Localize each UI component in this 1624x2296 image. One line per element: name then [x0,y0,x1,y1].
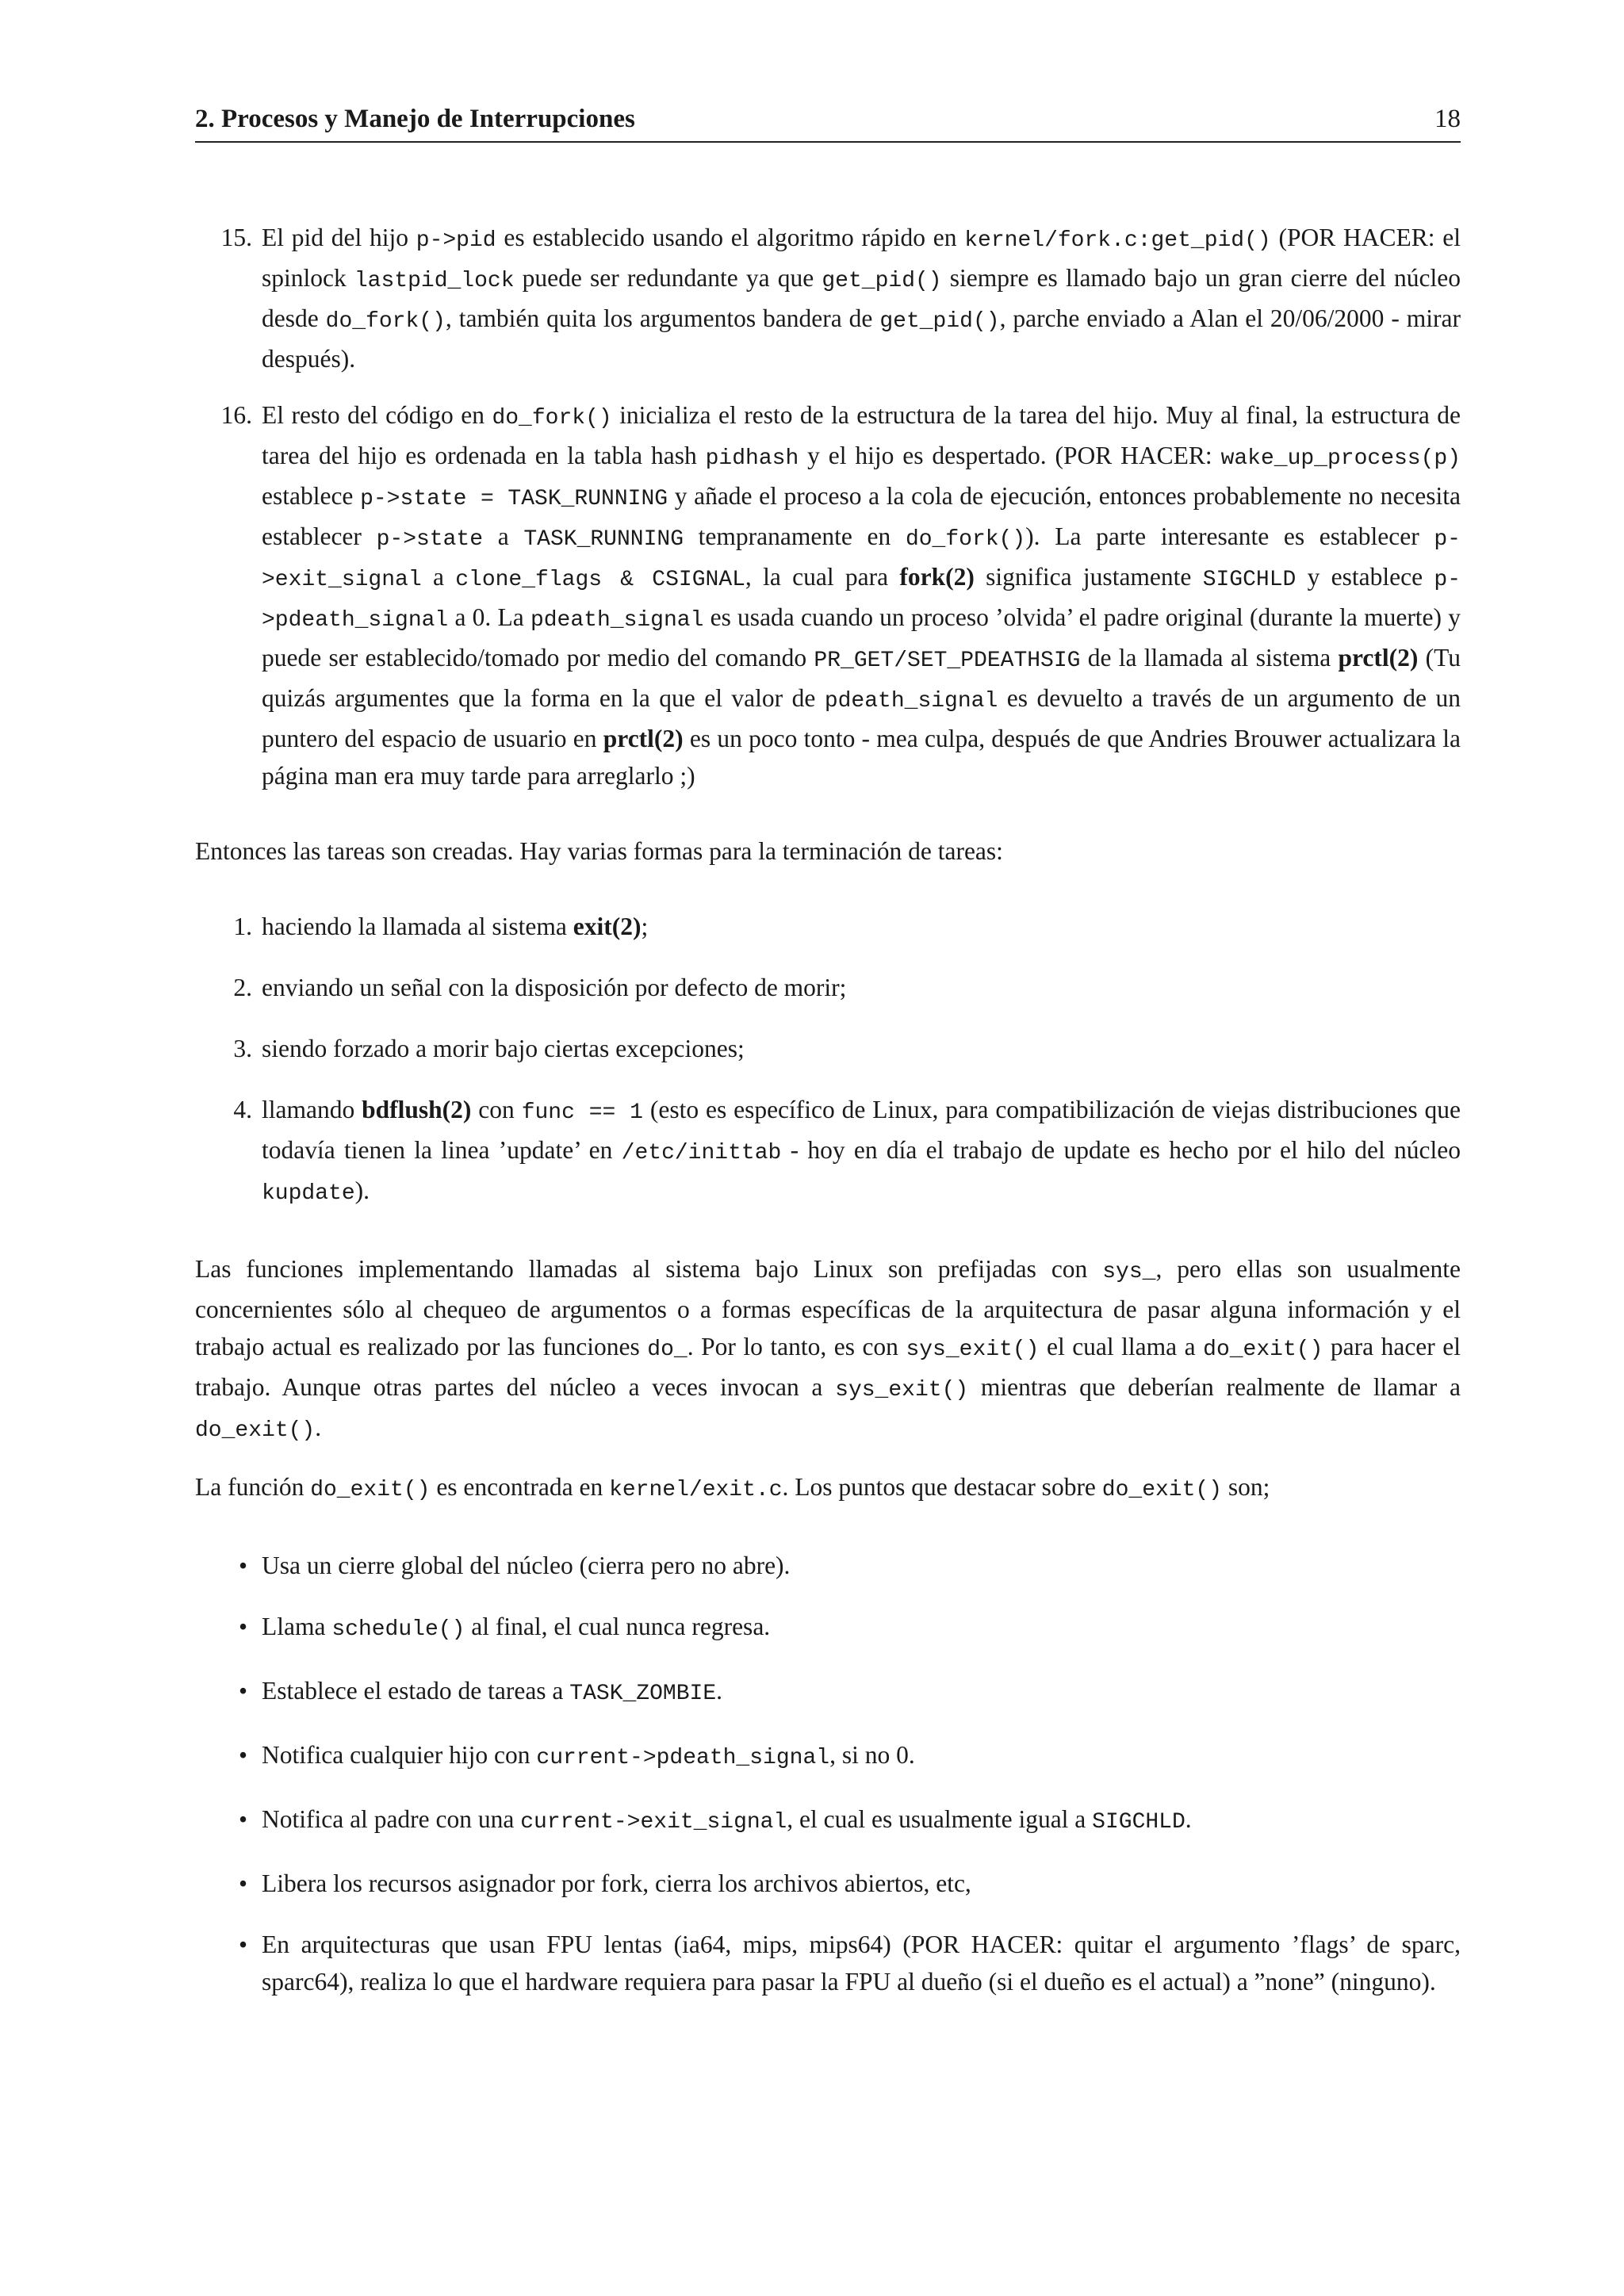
text: es establecido usando el algoritmo rápido en [496,224,965,251]
code: current->pdeath_signal [536,1746,830,1770]
code: func == 1 [521,1100,643,1125]
list-item-3 [195,1030,1461,1067]
text: es usada cuando un proceso ’olvida’ el padre original (durante la muerte) y puede ser establecido/tomado por medio del comando [262,603,1461,672]
text: , pero ellas son usualmente concernientes sólo al chequeo de argumentos o a formas específicas de la arquitectura de pasar alguna información y el trabajo actual es realizado por las funciones [195,1255,1461,1360]
page-body [195,219,1461,2000]
text: y el hijo es despertado. (POR HACER: [799,442,1221,469]
text: y establece [1296,563,1434,591]
paragraph-intro-termination: Entonces las tareas son creadas. Hay varias formas para la terminación de tareas: [195,837,1003,865]
code: p->state = TASK_RUNNING [360,487,668,511]
code: sys_exit() [835,1378,969,1402]
text: En arquitecturas que usan FPU lentas (ia64, mips, mips64) (POR HACER: quitar el argumento ’flags’ de sparc, sparc64), realiza lo que el hardware requiera para pasar la FPU al dueño (si el dueño es el actual) a ”none” (ninguno). [262,1931,1461,1996]
syscall-bold: fork(2) [899,563,975,591]
syscall-bold: bdflush(2) [362,1096,472,1123]
code: pdeath_signal [824,689,998,714]
code: get_pid() [822,269,942,293]
bullet-item [195,1926,1461,2000]
code: do_exit() [1101,1478,1223,1502]
bullet-mark: • [238,1552,247,1579]
bullet-item [195,1800,1461,1841]
code: do_fork() [492,406,612,430]
text: (Tu quizás argumentes que la forma en la que el valor de [262,644,1461,712]
text: Las funciones implementando llamadas al sistema bajo Linux son prefijadas con [195,1255,1103,1283]
bullet-item [195,1865,1461,1902]
code: current->exit_signal [520,1810,787,1835]
text: , el cual es usualmente igual a [787,1805,1093,1833]
text: y añade el proceso a la cola de ejecución, entonces probablemente no necesita establecer [262,482,1461,550]
text: . [315,1414,322,1441]
text: , si no 0. [829,1741,915,1769]
code: sys_exit() [906,1337,1040,1362]
paragraph-do-exit [195,1468,1461,1509]
code: /etc/inittab [621,1141,782,1165]
list-item-2 [195,969,1461,1006]
item-number: 15. [220,224,252,251]
code: wake_up_process(p) [1220,446,1461,471]
text: Libera los recursos asignador por fork, cierra los archivos abiertos, etc, [262,1869,971,1897]
text: ). [354,1177,370,1204]
text: a [483,522,524,550]
code: SIGCHLD [1092,1810,1185,1835]
code: do_fork() [325,309,446,334]
text: Usa un cierre global del núcleo (cierra pero no abre). [262,1552,791,1579]
text: . Los puntos que destacar sobre [782,1473,1102,1501]
code: kupdate [262,1181,355,1206]
code: kernel/exit.c [609,1478,783,1502]
text: , la cual para [745,563,900,591]
text: siempre es llamado bajo un gran cierre del núcleo desde [262,264,1461,332]
bullet-mark: • [238,1869,247,1897]
text: . Por lo tanto, es con [687,1333,906,1360]
code: p->pdeath_signal [262,568,1461,633]
code: get_pid() [879,309,1000,334]
code: do_ [647,1337,688,1362]
code: pidhash [705,446,799,471]
bullet-item [195,1672,1461,1712]
text: es encontrada en [430,1473,610,1501]
text: - hoy en día el trabajo de update es hecho por el hilo del núcleo [781,1136,1461,1164]
item-number: 3. [233,1035,252,1062]
text: son; [1222,1473,1270,1501]
text: llamando [262,1096,362,1123]
text: inicializa el resto de la estructura de la tarea del hijo. Muy al final, la estructura de tarea del hijo es ordenada en la tabla hash [262,401,1461,469]
bullet-mark: • [238,1931,247,1958]
text: ; [641,913,649,940]
text: a [421,563,456,591]
bullet-item [195,1547,1461,1584]
text: a 0. La [448,603,530,631]
code: p->state [376,527,484,552]
item-number: 1. [233,913,252,940]
text: tempranamente en [684,522,906,550]
text: . [716,1677,723,1705]
text: . [1185,1805,1192,1833]
text: puede ser redundante ya que [514,264,822,292]
text: establece [262,482,361,510]
bullet-mark: • [238,1613,247,1640]
list-item-4 [195,1091,1461,1212]
text: ). La parte interesante es establecer [1025,522,1434,550]
text: siendo forzado a morir bajo ciertas excepciones; [262,1035,745,1062]
text: Notifica cualquier hijo con [262,1741,537,1769]
code: sys_ [1102,1260,1156,1284]
code: do_exit() [1203,1337,1323,1362]
text: El resto del código en [262,401,492,429]
text: para hacer el trabajo. Aunque otras partes del núcleo a veces invocan a [195,1333,1461,1401]
bullet-mark: • [238,1805,247,1833]
text: La función [195,1473,311,1501]
text: haciendo la llamada al sistema [262,913,573,940]
text: Notifica al padre con una [262,1805,521,1833]
item-number: 2. [233,974,252,1001]
text: (esto es específico de Linux, para compatibilización de viejas distribuciones que todavía tienen la linea ’update’ en [262,1096,1461,1164]
code: pdeath_signal [530,608,704,633]
code: p->pid [416,228,496,253]
item-number: 4. [233,1096,252,1123]
code: PR_GET/SET_PDEATHSIG [814,649,1081,673]
text: El pid del hijo [262,224,416,251]
text: el cual llama a [1039,1333,1204,1360]
code: do_exit() [310,1478,431,1502]
code: TASK_RUNNING [523,527,684,552]
bullet-item [195,1608,1461,1648]
text: Llama [262,1613,332,1640]
list-item-15 [195,219,1461,377]
list-item-16 [195,396,1461,794]
paragraph-syscalls [195,1250,1461,1449]
syscall-bold: prctl(2) [1338,644,1419,672]
code: do_fork() [905,527,1026,552]
text: es un poco tonto - mea culpa, después de que Andries Brouwer actualizara la página man era muy tarde para arreglarlo ;) [262,725,1461,790]
code: lastpid_lock [354,269,515,293]
text: Establece el estado de tareas a [262,1677,570,1705]
text: , parche enviado a Alan el 20/06/2000 - mirar después). [262,304,1461,373]
code: p->exit_signal [262,527,1461,592]
text: al final, el cual nunca regresa. [465,1613,771,1640]
text: con [471,1096,522,1123]
code: schedule() [331,1617,465,1642]
list-item-1 [195,908,1461,945]
text: de la llamada al sistema [1080,644,1339,672]
page-number: 18 [1434,105,1461,133]
text: mientras que deberían realmente de llamar a [968,1373,1461,1401]
bullet-mark: • [238,1741,247,1769]
syscall-bold: prctl(2) [603,725,684,752]
text: significa justamente [974,563,1203,591]
text: (POR HACER: el spinlock [262,224,1461,292]
item-number: 16. [220,401,252,429]
code: SIGCHLD [1202,568,1297,592]
text: enviando un señal con la disposición por defecto de morir; [262,974,847,1001]
code: clone_flags & CSIGNAL [455,568,745,592]
syscall-bold: exit(2) [573,913,642,940]
code: kernel/fork.c:get_pid() [964,228,1271,253]
chapter-title: 2. Procesos y Manejo de Interrupciones [195,105,635,133]
code: TASK_ZOMBIE [569,1682,717,1706]
running-header [195,103,1461,143]
bullet-mark: • [238,1677,247,1705]
text: , también quita los argumentos bandera de [445,304,880,332]
code: do_exit() [195,1418,316,1443]
bullet-item [195,1736,1461,1777]
text: es devuelto a través de un argumento de un puntero del espacio de usuario en [262,684,1461,752]
